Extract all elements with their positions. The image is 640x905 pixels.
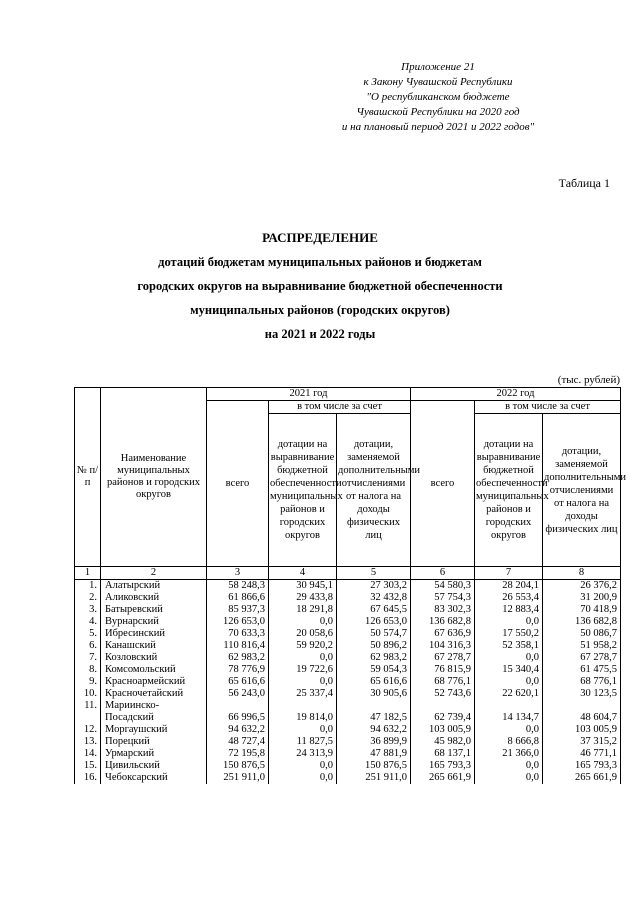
value-cell: 150 876,5 xyxy=(207,760,269,772)
district-name: Алатырский xyxy=(101,580,207,593)
value-cell: 94 632,2 xyxy=(337,724,411,736)
value-cell: 36 899,9 xyxy=(337,736,411,748)
value-cell: 150 876,5 xyxy=(337,760,411,772)
value-cell: 0,0 xyxy=(269,652,337,664)
district-name: Моргаушский xyxy=(101,724,207,736)
value-cell: 104 316,3 xyxy=(411,640,475,652)
value-cell: 62 983,2 xyxy=(207,652,269,664)
column-number: 3 xyxy=(207,567,269,580)
value-cell: 50 574,7 xyxy=(337,628,411,640)
value-cell: 47 182,5 xyxy=(337,700,411,724)
table-row xyxy=(75,580,621,593)
value-cell: 67 645,5 xyxy=(337,604,411,616)
value-cell: 51 958,2 xyxy=(543,640,621,652)
value-cell: 0,0 xyxy=(475,652,543,664)
row-number: 15. xyxy=(75,760,101,772)
district-name: Ибресинский xyxy=(101,628,207,640)
table-row xyxy=(75,700,621,724)
appendix-line: Чувашской Республики на 2020 год xyxy=(356,106,520,118)
table-row xyxy=(75,724,621,736)
table-row xyxy=(75,772,621,784)
table-row xyxy=(75,592,621,604)
value-cell: 14 134,7 xyxy=(475,700,543,724)
value-cell: 67 636,9 xyxy=(411,628,475,640)
value-cell: 27 303,2 xyxy=(337,580,411,593)
table-row xyxy=(75,604,621,616)
document-title xyxy=(0,226,640,346)
header-year-2022: 2022 год xyxy=(411,388,621,401)
value-cell: 30 945,1 xyxy=(269,580,337,593)
value-cell: 0,0 xyxy=(269,760,337,772)
district-name: Комсомольский xyxy=(101,664,207,676)
value-cell: 30 123,5 xyxy=(543,688,621,700)
value-cell: 68 776,1 xyxy=(543,676,621,688)
column-number: 2 xyxy=(101,567,207,580)
row-number: 8. xyxy=(75,664,101,676)
header-num: № п/п xyxy=(75,388,101,567)
district-name: Вурнарский xyxy=(101,616,207,628)
value-cell: 59 920,2 xyxy=(269,640,337,652)
value-cell: 83 302,3 xyxy=(411,604,475,616)
row-number: 12. xyxy=(75,724,101,736)
district-name: Урмарский xyxy=(101,748,207,760)
value-cell: 110 816,4 xyxy=(207,640,269,652)
value-cell: 15 340,4 xyxy=(475,664,543,676)
row-number: 3. xyxy=(75,604,101,616)
value-cell: 136 682,8 xyxy=(411,616,475,628)
row-number: 2. xyxy=(75,592,101,604)
value-cell: 72 195,8 xyxy=(207,748,269,760)
district-name: Аликовский xyxy=(101,592,207,604)
value-cell: 78 776,9 xyxy=(207,664,269,676)
value-cell: 68 776,1 xyxy=(411,676,475,688)
value-cell: 70 633,3 xyxy=(207,628,269,640)
header-including-2022: в том числе за счет xyxy=(475,401,621,414)
row-number: 16. xyxy=(75,772,101,784)
value-cell: 165 793,3 xyxy=(543,760,621,772)
column-number: 5 xyxy=(337,567,411,580)
value-cell: 126 653,0 xyxy=(337,616,411,628)
value-cell: 0,0 xyxy=(269,724,337,736)
value-cell: 46 771,1 xyxy=(543,748,621,760)
table-row xyxy=(75,640,621,652)
value-cell: 48 604,7 xyxy=(543,700,621,724)
title-line: муниципальных районов (городских округов) xyxy=(190,303,450,317)
value-cell: 126 653,0 xyxy=(207,616,269,628)
value-cell: 47 881,9 xyxy=(337,748,411,760)
value-cell: 0,0 xyxy=(269,772,337,784)
value-cell: 18 291,8 xyxy=(269,604,337,616)
value-cell: 45 982,0 xyxy=(411,736,475,748)
value-cell: 17 550,2 xyxy=(475,628,543,640)
value-cell: 0,0 xyxy=(475,724,543,736)
table-row xyxy=(75,628,621,640)
value-cell: 103 005,9 xyxy=(543,724,621,736)
value-cell: 62 739,4 xyxy=(411,700,475,724)
value-cell: 0,0 xyxy=(475,676,543,688)
value-cell: 52 358,1 xyxy=(475,640,543,652)
value-cell: 59 054,3 xyxy=(337,664,411,676)
value-cell: 37 315,2 xyxy=(543,736,621,748)
row-number: 5. xyxy=(75,628,101,640)
value-cell: 52 743,6 xyxy=(411,688,475,700)
value-cell: 136 682,8 xyxy=(543,616,621,628)
value-cell: 11 827,5 xyxy=(269,736,337,748)
value-cell: 12 883,4 xyxy=(475,604,543,616)
value-cell: 68 137,1 xyxy=(411,748,475,760)
value-cell: 0,0 xyxy=(475,772,543,784)
title-main: РАСПРЕДЕЛЕНИЕ xyxy=(262,230,378,245)
row-number: 10. xyxy=(75,688,101,700)
value-cell: 251 911,0 xyxy=(207,772,269,784)
district-name: Красноармейский xyxy=(101,676,207,688)
value-cell: 65 616,6 xyxy=(207,676,269,688)
value-cell: 29 433,8 xyxy=(269,592,337,604)
header-replacement-2022: дотации, заменяемой дополнительными отчислениями от налога на доходы физических лиц xyxy=(543,414,621,567)
value-cell: 70 418,9 xyxy=(543,604,621,616)
value-cell: 0,0 xyxy=(269,616,337,628)
value-cell: 20 058,6 xyxy=(269,628,337,640)
district-name: Цивильский xyxy=(101,760,207,772)
value-cell: 26 553,4 xyxy=(475,592,543,604)
district-name: Порецкий xyxy=(101,736,207,748)
value-cell: 76 815,9 xyxy=(411,664,475,676)
value-cell: 62 983,2 xyxy=(337,652,411,664)
value-cell: 8 666,8 xyxy=(475,736,543,748)
column-number: 7 xyxy=(475,567,543,580)
row-number: 13. xyxy=(75,736,101,748)
column-number: 8 xyxy=(543,567,621,580)
column-number-row xyxy=(75,567,621,580)
row-number: 14. xyxy=(75,748,101,760)
value-cell: 31 200,9 xyxy=(543,592,621,604)
value-cell: 32 432,8 xyxy=(337,592,411,604)
column-number: 4 xyxy=(269,567,337,580)
table-row xyxy=(75,760,621,772)
district-name: Батыревский xyxy=(101,604,207,616)
header-total-2022: всего xyxy=(411,401,475,567)
title-line: дотаций бюджетам муниципальных районов и бюджетам xyxy=(158,255,482,269)
appendix-line: и на плановый период 2021 и 2022 годов" xyxy=(341,121,535,133)
appendix-line: к Закону Чувашской Республики xyxy=(363,76,513,88)
table-row xyxy=(75,664,621,676)
value-cell: 265 661,9 xyxy=(411,772,475,784)
row-number: 6. xyxy=(75,640,101,652)
value-cell: 0,0 xyxy=(475,616,543,628)
value-cell: 50 896,2 xyxy=(337,640,411,652)
value-cell: 19 722,6 xyxy=(269,664,337,676)
value-cell: 0,0 xyxy=(269,676,337,688)
district-name: Козловский xyxy=(101,652,207,664)
header-year-2021: 2021 год xyxy=(207,388,411,401)
title-line: городских округов на выравнивание бюджетной обеспеченности xyxy=(137,279,503,293)
column-number: 1 xyxy=(75,567,101,580)
value-cell: 48 727,4 xyxy=(207,736,269,748)
value-cell: 66 996,5 xyxy=(207,700,269,724)
value-cell: 67 278,7 xyxy=(543,652,621,664)
header-equalization-2022: дотации на выравнивание бюджетной обеспеченности муниципальных районов и городских округов xyxy=(475,414,543,567)
district-name: Красночетайский xyxy=(101,688,207,700)
header-replacement-2021: дотации, заменяемой дополнительными отчислениями от налога на доходы физических лиц xyxy=(337,414,411,567)
value-cell: 57 754,3 xyxy=(411,592,475,604)
table-row xyxy=(75,736,621,748)
district-name: Мариинско-Посадский xyxy=(101,700,207,724)
value-cell: 251 911,0 xyxy=(337,772,411,784)
district-name: Канашский xyxy=(101,640,207,652)
value-cell: 58 248,3 xyxy=(207,580,269,593)
value-cell: 28 204,1 xyxy=(475,580,543,593)
value-cell: 65 616,6 xyxy=(337,676,411,688)
value-cell: 165 793,3 xyxy=(411,760,475,772)
header-equalization-2021: дотации на выравнивание бюджетной обеспеченности муниципальных районов и городских округов xyxy=(269,414,337,567)
header-including-2021: в том числе за счет xyxy=(269,401,411,414)
row-number: 7. xyxy=(75,652,101,664)
table-row xyxy=(75,676,621,688)
value-cell: 67 278,7 xyxy=(411,652,475,664)
table-label: Таблица 1 xyxy=(558,176,610,190)
value-cell: 56 243,0 xyxy=(207,688,269,700)
table-row xyxy=(75,688,621,700)
value-cell: 25 337,4 xyxy=(269,688,337,700)
value-cell: 21 366,0 xyxy=(475,748,543,760)
header-name: Наименование муниципальных районов и городских округов xyxy=(101,388,207,567)
table-row xyxy=(75,652,621,664)
column-number: 6 xyxy=(411,567,475,580)
title-line: на 2021 и 2022 годы xyxy=(264,327,376,341)
header-total-2021: всего xyxy=(207,401,269,567)
value-cell: 0,0 xyxy=(475,760,543,772)
value-cell: 22 620,1 xyxy=(475,688,543,700)
value-cell: 61 475,5 xyxy=(543,664,621,676)
table-row xyxy=(75,748,621,760)
value-cell: 26 376,2 xyxy=(543,580,621,593)
row-number: 4. xyxy=(75,616,101,628)
row-number: 1. xyxy=(75,580,101,593)
value-cell: 265 661,9 xyxy=(543,772,621,784)
value-cell: 54 580,3 xyxy=(411,580,475,593)
row-number: 9. xyxy=(75,676,101,688)
appendix-line: Приложение 21 xyxy=(401,61,475,73)
value-cell: 94 632,2 xyxy=(207,724,269,736)
value-cell: 30 905,6 xyxy=(337,688,411,700)
units-label: (тыс. рублей) xyxy=(557,374,620,386)
value-cell: 103 005,9 xyxy=(411,724,475,736)
row-number: 11. xyxy=(75,700,101,724)
value-cell: 24 313,9 xyxy=(269,748,337,760)
value-cell: 61 866,6 xyxy=(207,592,269,604)
district-name: Чебоксарский xyxy=(101,772,207,784)
distribution-table xyxy=(74,387,627,784)
value-cell: 85 937,3 xyxy=(207,604,269,616)
value-cell: 50 086,7 xyxy=(543,628,621,640)
appendix-line: "О республиканском бюджете xyxy=(366,91,510,103)
appendix-header xyxy=(288,60,588,135)
value-cell: 19 814,0 xyxy=(269,700,337,724)
table-row xyxy=(75,616,621,628)
